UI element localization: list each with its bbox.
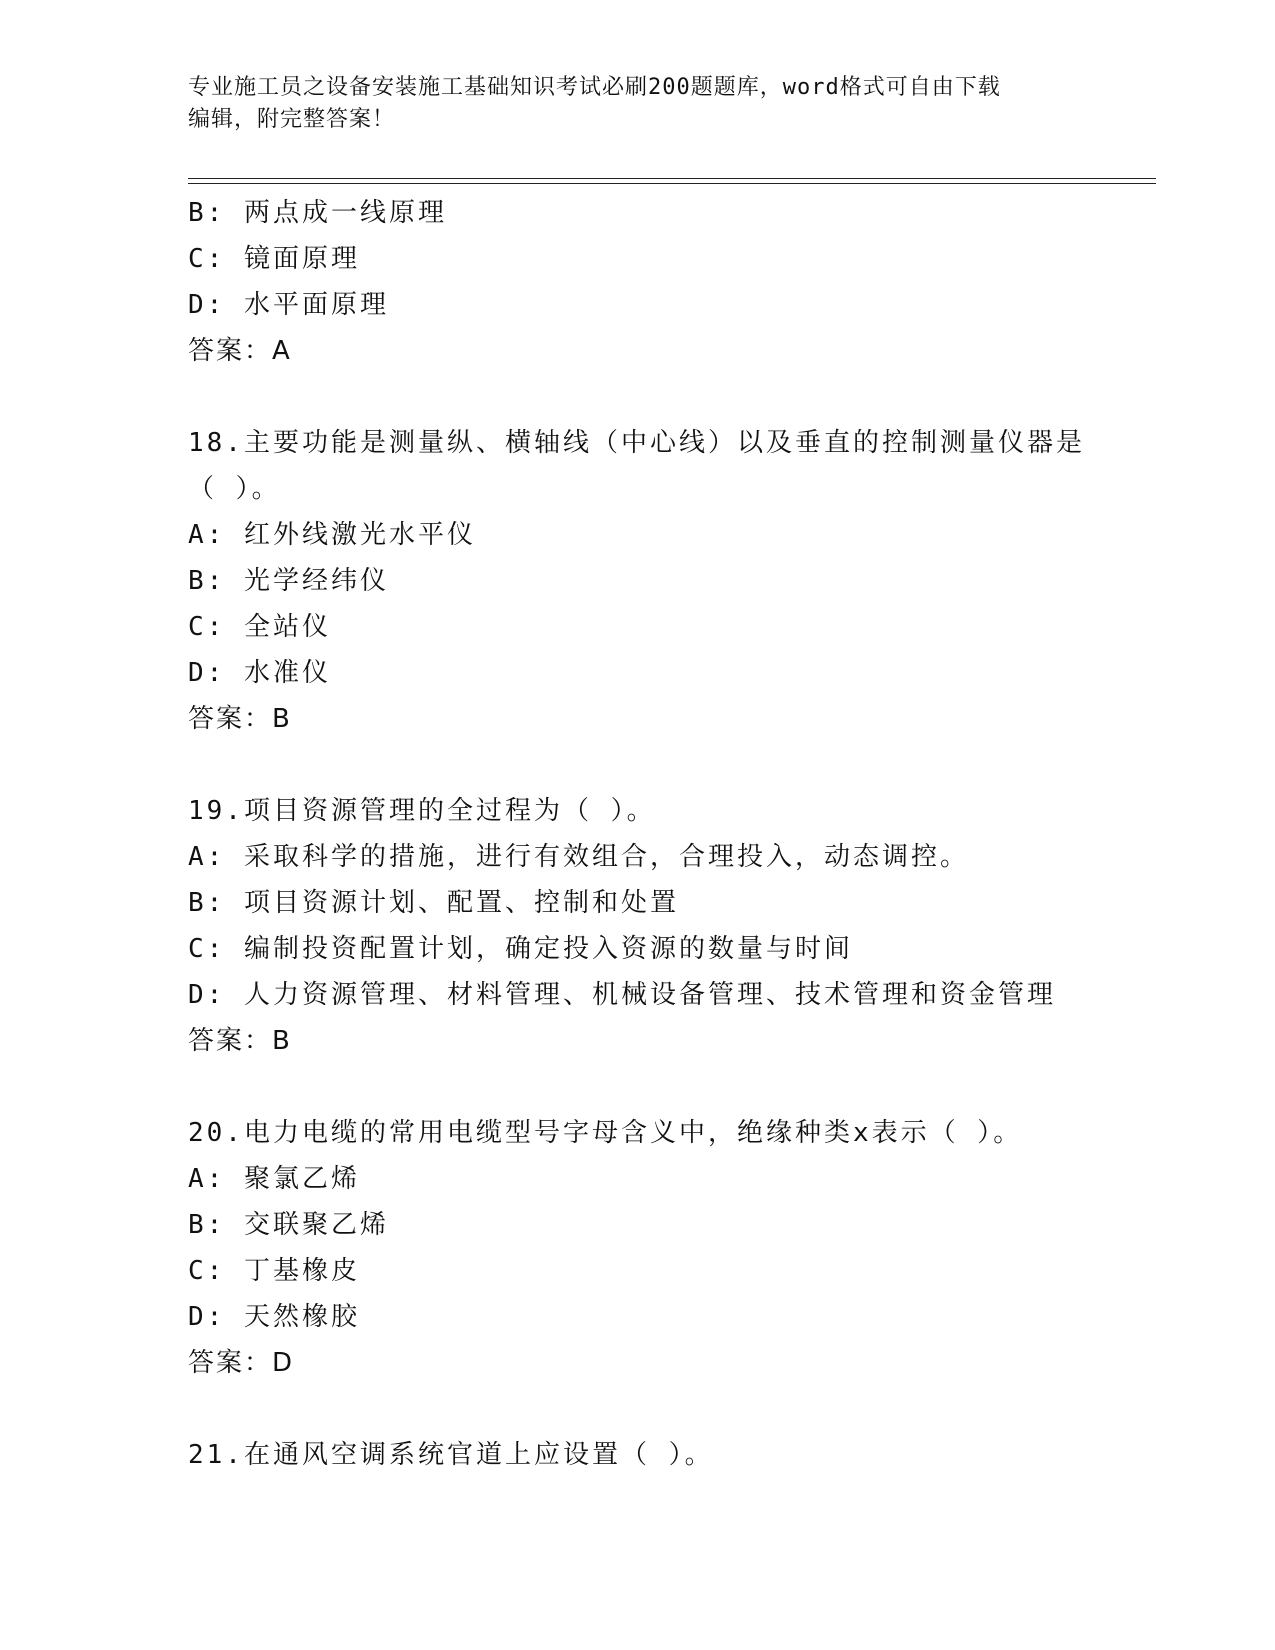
option-a: A: 采取科学的措施，进行有效组合，合理投入，动态调控。 xyxy=(188,842,969,872)
question-19 xyxy=(188,788,1156,1064)
option-d: D: 水准仪 xyxy=(188,658,331,688)
question-17-tail xyxy=(188,190,1156,374)
option-b: B: 交联聚乙烯 xyxy=(188,1210,389,1240)
question-body xyxy=(188,190,1156,1478)
answer-line: 答案：D xyxy=(188,1348,295,1378)
option-c: C: 全站仪 xyxy=(188,612,331,642)
question-stem: 21.在通风空调系统官道上应设置（ ）。 xyxy=(188,1440,714,1470)
option-d: D: 天然橡胶 xyxy=(188,1302,360,1332)
option-b: B: 两点成一线原理 xyxy=(188,198,447,228)
option-c: C: 镜面原理 xyxy=(188,244,360,274)
question-20 xyxy=(188,1110,1156,1386)
answer-line: 答案：B xyxy=(188,704,292,734)
question-18 xyxy=(188,420,1156,742)
option-a: A: 聚氯乙烯 xyxy=(188,1164,360,1194)
option-c: C: 丁基橡皮 xyxy=(188,1256,360,1286)
question-21 xyxy=(188,1432,1156,1478)
option-a: A: 红外线激光水平仪 xyxy=(188,520,476,550)
document-header xyxy=(188,72,1068,136)
header-line-2: 编辑，附完整答案！ xyxy=(188,107,396,132)
question-stem: 19.项目资源管理的全过程为（ ）。 xyxy=(188,796,656,826)
header-line-1: 专业施工员之设备安装施工基础知识考试必刷200题题库，word格式可自由下载 xyxy=(188,75,1001,100)
option-b: B: 项目资源计划、配置、控制和处置 xyxy=(188,888,679,918)
question-stem: 18.主要功能是测量纵、横轴线（中心线）以及垂直的控制测量仪器是 xyxy=(188,428,1085,458)
header-divider-top xyxy=(188,178,1156,179)
answer-line: 答案：B xyxy=(188,1026,292,1056)
option-d: D: 水平面原理 xyxy=(188,290,389,320)
answer-line: 答案：A xyxy=(188,336,292,366)
header-divider-bottom xyxy=(188,183,1156,184)
option-d: D: 人力资源管理、材料管理、机械设备管理、技术管理和资金管理 xyxy=(188,980,1056,1010)
question-stem-cont: （ ）。 xyxy=(188,474,281,504)
option-c: C: 编制投资配置计划，确定投入资源的数量与时间 xyxy=(188,934,853,964)
question-stem: 20.电力电缆的常用电缆型号字母含义中，绝缘种类x表示（ ）。 xyxy=(188,1118,1023,1148)
option-b: B: 光学经纬仪 xyxy=(188,566,389,596)
